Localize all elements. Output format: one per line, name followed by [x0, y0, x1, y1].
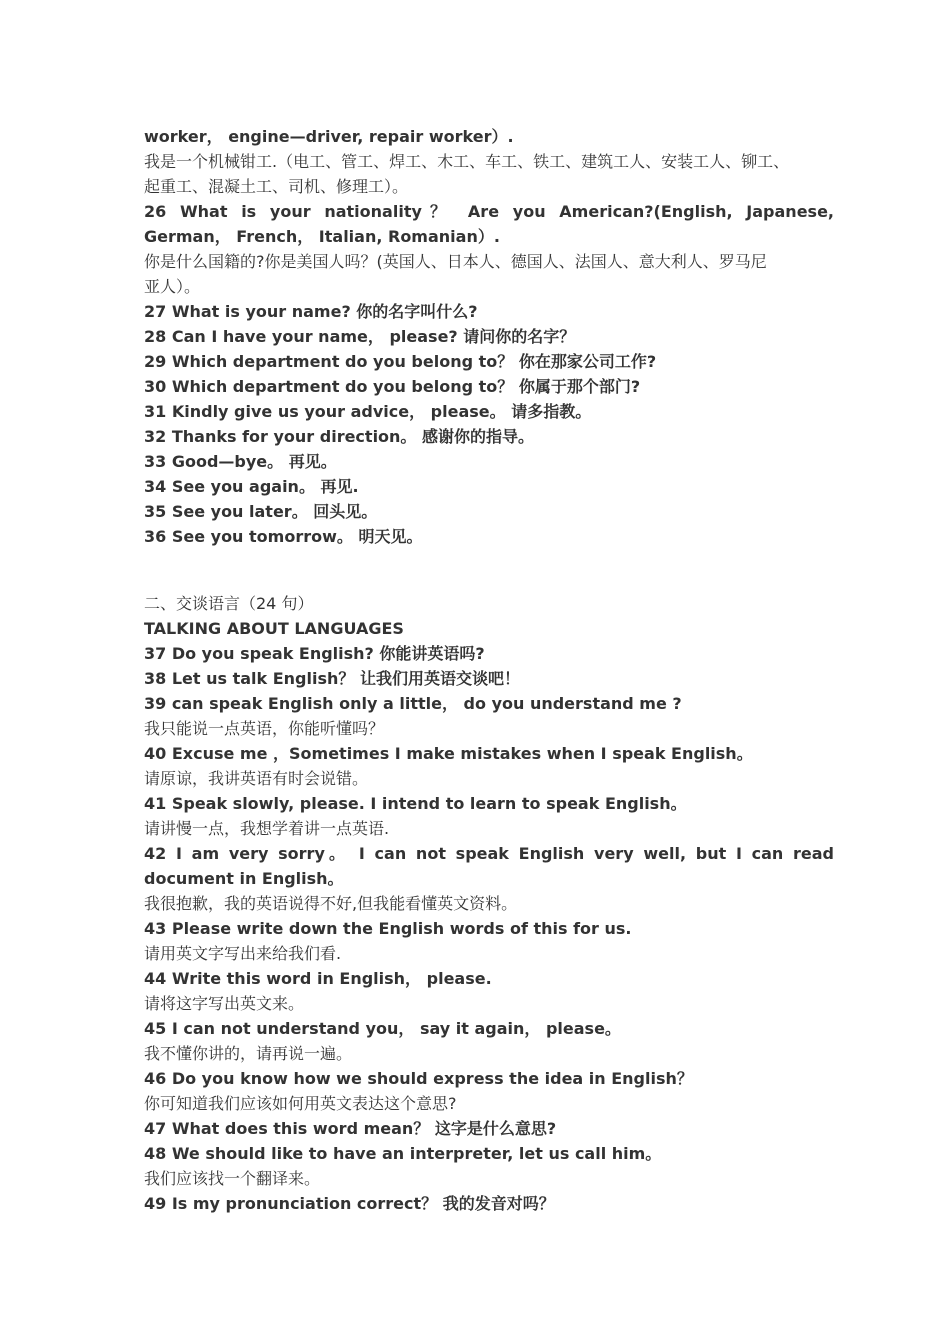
phrase-english-line: 28 Can I have your name， please? 请问你的名字？: [144, 327, 576, 346]
phrase-english-line: 29 Which department do you belong to？ 你在那家公司工作?: [144, 352, 657, 371]
phrase-chinese-line: 起重工、混凝土工、司机、修理工）。: [144, 177, 409, 196]
phrase-english-line: 44 Write this word in English， please.: [144, 969, 492, 988]
phrase-english-line: 32 Thanks for your direction。 感谢你的指导。: [144, 427, 535, 446]
phrase-chinese-line: 我很抱歉，我的英语说得不好,但我能看懂英文资料。: [144, 894, 518, 913]
phrase-english-line: document in English。: [144, 869, 344, 888]
phrase-english-line: 43 Please write down the English words of this for us.: [144, 919, 632, 938]
phrase-english-line: 34 See you again。 再见.: [144, 477, 359, 496]
phrase-english-line: worker， engine—driver, repair worker）.: [144, 127, 514, 146]
phrase-chinese-line: 我们应该找一个翻译来。: [144, 1169, 321, 1188]
phrase-chinese-line: 请用英文字写出来给我们看.: [144, 944, 342, 963]
phrase-english-line: 36 See you tomorrow。 明天见。: [144, 527, 423, 546]
phrase-english-line: 26 What is your nationality？ Are you American?(English, Japanese,: [144, 202, 834, 221]
phrase-chinese-line: 你可知道我们应该如何用英文表达这个意思?: [144, 1094, 457, 1113]
section-title: TALKING ABOUT LANGUAGES: [144, 619, 404, 638]
phrase-chinese-line: 请将这字写出英文来。: [144, 994, 305, 1013]
phrase-chinese-line: 我不懂你讲的，请再说一遍。: [144, 1044, 353, 1063]
phrase-english-line: 46 Do you know how we should express the idea in English？: [144, 1069, 693, 1088]
phrase-chinese-line: 请原谅，我讲英语有时会说错。: [144, 769, 369, 788]
phrase-english-line: 42 I am very sorry。 I can not speak English very well, but I can read: [144, 844, 834, 863]
phrase-english-line: 45 I can not understand you， say it again， please。: [144, 1019, 621, 1038]
phrase-english-line: German， French， Italian, Romanian）.: [144, 227, 500, 246]
phrase-list-part-1: [144, 124, 834, 549]
phrase-chinese-line: 我只能说一点英语，你能听懂吗？: [144, 719, 385, 738]
phrase-english-line: 31 Kindly give us your advice， please。 请多指教。: [144, 402, 592, 421]
phrase-chinese-line: 你是什么国籍的?你是美国人吗？(英国人、日本人、德国人、法国人、意大利人、罗马尼: [144, 252, 767, 271]
phrase-english-line: 41 Speak slowly, please. I intend to learn to speak English。: [144, 794, 687, 813]
phrase-list-part-2: [144, 641, 834, 1216]
phrase-english-line: 40 Excuse me ，Sometimes I make mistakes when I speak English。: [144, 744, 753, 763]
phrase-english-line: 48 We should like to have an interpreter, let us call him。: [144, 1144, 662, 1163]
document-page: [144, 124, 834, 1216]
section-heading: 二、交谈语言（24 句）: [144, 594, 314, 613]
section-gap: [144, 549, 834, 591]
phrase-english-line: 30 Which department do you belong to？ 你属于那个部门?: [144, 377, 641, 396]
phrase-english-line: 49 Is my pronunciation correct？ 我的发音对吗？: [144, 1194, 555, 1213]
phrase-chinese-line: 我是一个机械钳工.（电工、管工、焊工、木工、车工、铁工、建筑工人、安装工人、铆工、: [144, 152, 790, 171]
phrase-english-line: 37 Do you speak English? 你能讲英语吗?: [144, 644, 485, 663]
phrase-english-line: 33 Good—bye。 再见。: [144, 452, 337, 471]
phrase-english-line: 35 See you later。 回头见。: [144, 502, 378, 521]
phrase-english-line: 39 can speak English only a little， do you understand me ?: [144, 694, 682, 713]
phrase-chinese-line: 亚人）。: [144, 277, 201, 296]
phrase-chinese-line: 请讲慢一点，我想学着讲一点英语.: [144, 819, 390, 838]
phrase-english-line: 38 Let us talk English？ 让我们用英语交谈吧！: [144, 669, 520, 688]
phrase-english-line: 27 What is your name? 你的名字叫什么?: [144, 302, 478, 321]
phrase-english-line: 47 What does this word mean？ 这字是什么意思?: [144, 1119, 557, 1138]
